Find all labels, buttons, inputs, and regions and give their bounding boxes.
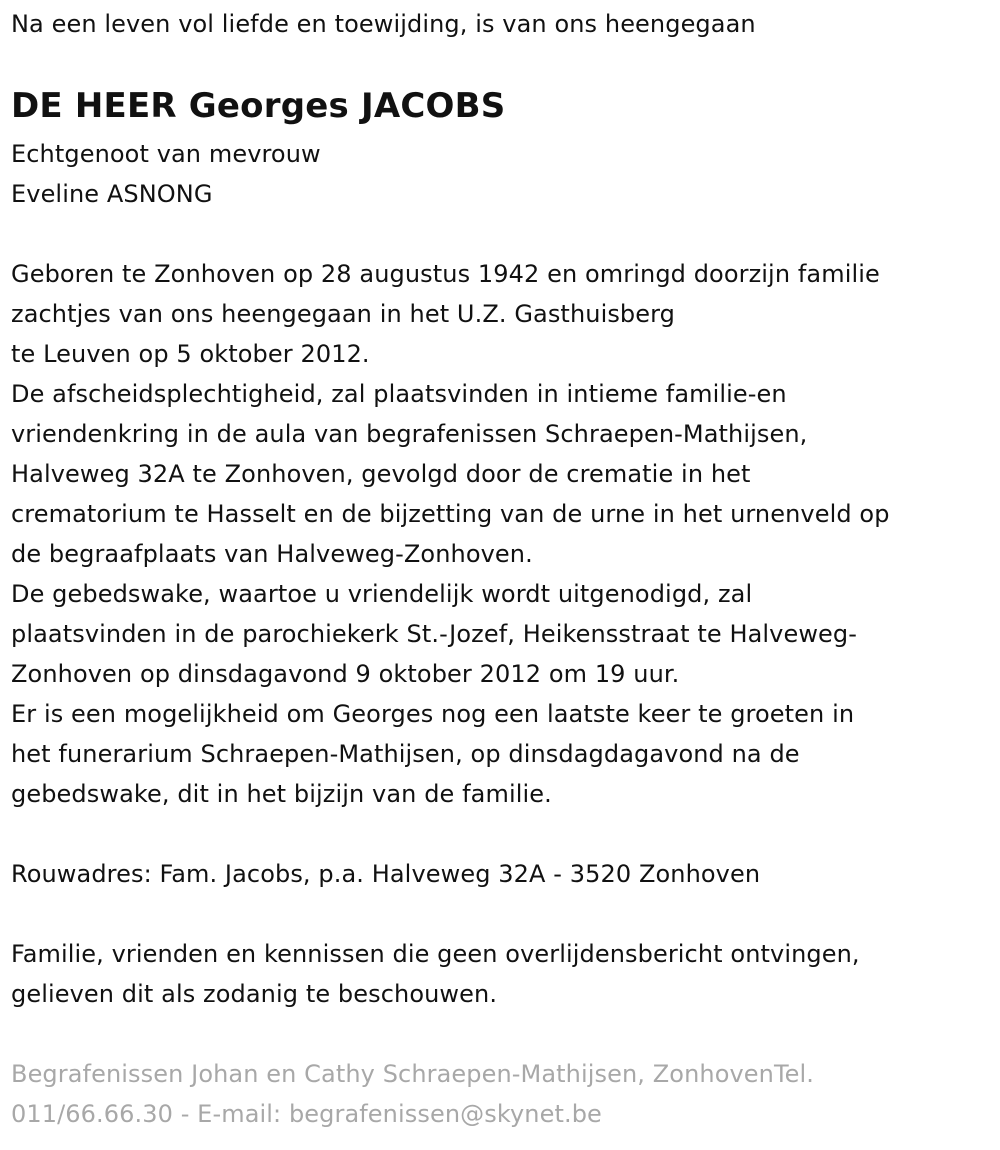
rouwadres: Rouwadres: Fam. Jacobs, p.a. Halveweg 32A - 3520 Zonhoven bbox=[11, 860, 761, 888]
body-line: te Leuven op 5 oktober 2012. bbox=[11, 340, 370, 368]
body-line: zachtjes van ons heengegaan in het U.Z. Gasthuisberg bbox=[11, 300, 676, 328]
body-line: Geboren te Zonhoven op 28 augustus 1942 en omringd doorzijn familie bbox=[11, 260, 880, 288]
funeral-home-footer: Begrafenissen Johan en Cathy Schraepen-Mathijsen, ZonhovenTel. bbox=[11, 1060, 815, 1088]
spouse-line-1: Echtgenoot van mevrouw bbox=[11, 140, 321, 168]
notice-line-2: gelieven dit als zodanig te beschouwen. bbox=[11, 980, 498, 1008]
deceased-name: DE HEER Georges JACOBS bbox=[11, 86, 506, 126]
body-line: Zonhoven op dinsdagavond 9 oktober 2012 om 19 uur. bbox=[11, 660, 680, 688]
body-line: de begraafplaats van Halveweg-Zonhoven. bbox=[11, 540, 533, 568]
body-line: het funerarium Schraepen-Mathijsen, op dinsdagdagavond na de bbox=[11, 740, 800, 768]
body-line: crematorium te Hasselt en de bijzetting van de urne in het urnenveld op bbox=[11, 500, 890, 528]
body-line: Halveweg 32A te Zonhoven, gevolgd door de crematie in het bbox=[11, 460, 751, 488]
body-line: plaatsvinden in de parochiekerk St.-Jozef, Heikensstraat te Halveweg- bbox=[11, 620, 858, 648]
intro-text: Na een leven vol liefde en toewijding, is van ons heengegaan bbox=[11, 10, 756, 38]
body-line: Er is een mogelijkheid om Georges nog een laatste keer te groeten in bbox=[11, 700, 855, 728]
body-line: De afscheidsplechtigheid, zal plaatsvinden in intieme familie-en bbox=[11, 380, 787, 408]
notice-line-1: Familie, vrienden en kennissen die geen overlijdensbericht ontvingen, bbox=[11, 940, 860, 968]
body-line: vriendenkring in de aula van begrafenissen Schraepen-Mathijsen, bbox=[11, 420, 808, 448]
funeral-home-contact: 011/66.66.30 - E-mail: begrafenissen@skynet.be bbox=[11, 1100, 602, 1128]
spouse-line-2: Eveline ASNONG bbox=[11, 180, 213, 208]
body-line: De gebedswake, waartoe u vriendelijk wordt uitgenodigd, zal bbox=[11, 580, 753, 608]
body-line: gebedswake, dit in het bijzijn van de familie. bbox=[11, 780, 552, 808]
